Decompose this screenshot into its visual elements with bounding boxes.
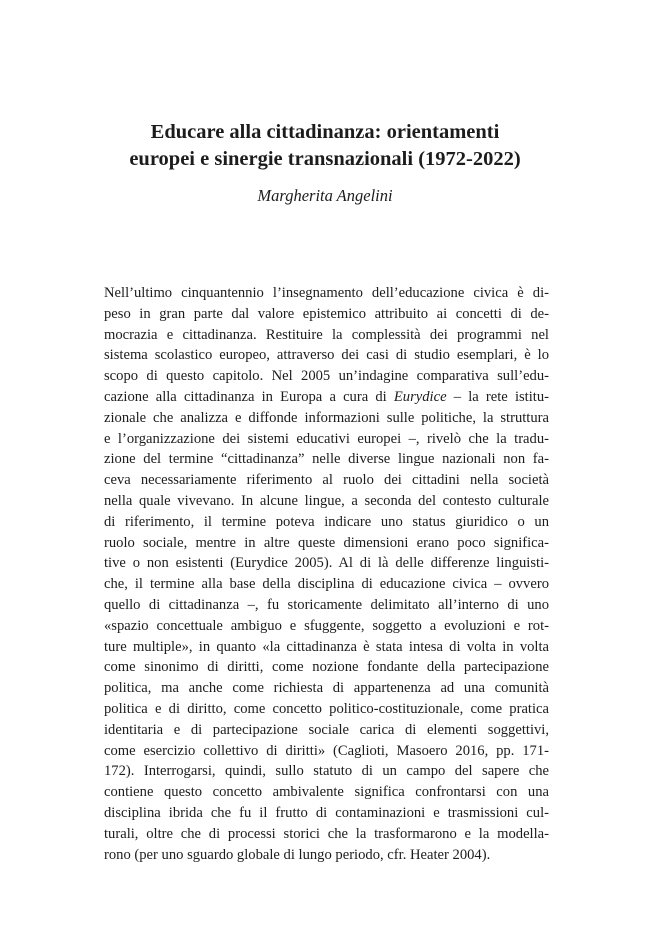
paragraph-line: mocrazia e cittadinanza. Restituire la complessità dei programmi nel: [104, 326, 549, 343]
author-name: Margherita Angelini: [257, 186, 393, 205]
paragraph-line: che, il termine alla base della disciplina di educazione civica – ovvero: [104, 576, 549, 593]
paragraph-line: turali, oltre che di processi storici che la trasformarono e la modella-: [104, 825, 549, 842]
paragraph-line: e l’organizzazione dei sistemi educativi europei –, rivelò che la tradu-: [104, 430, 549, 447]
chapter-title-line-1: Educare alla cittadinanza: orientamenti: [150, 121, 500, 143]
paragraph-line: scopo di questo capitolo. Nel 2005 un’indagine comparativa sull’edu-: [104, 368, 549, 385]
paragraph-line: zione del termine “cittadinanza” nelle diverse lingue nazionali non fa-: [104, 451, 549, 468]
paragraph-line: sistema scolastico europeo, attraverso dei casi di studio esemplari, è lo: [104, 347, 549, 364]
paragraph-line: come sinonimo di diritti, come nozione fondante della partecipazione: [104, 659, 549, 676]
eurydice-italic-term: Eurydice: [393, 388, 447, 405]
paragraph-line: ceva necessariamente riferimento al ruolo dei cittadini nella società: [104, 472, 549, 489]
paragraph-line: 172). Interrogarsi, quindi, sullo statuto di un campo del sapere che: [104, 763, 549, 780]
paragraph-line: politica e di diritto, come concetto politico-costituzionale, come pratica: [104, 700, 549, 717]
paragraph-line: tive o non esistenti (Eurydice 2005). Al di là delle differenze linguisti-: [104, 555, 549, 572]
paragraph-line: disciplina ibrida che fu il frutto di contaminazioni e trasmissioni cul-: [104, 804, 549, 821]
paragraph-line-with-italic: [104, 387, 549, 408]
paragraph-line: identitaria e di partecipazione sociale carica di elementi soggettivi,: [104, 721, 549, 738]
paragraph-line-end: – la rete istitu-: [446, 388, 549, 405]
paragraph-line: come esercizio collettivo di diritti» (Caglioti, Masoero 2016, pp. 171-: [104, 742, 549, 759]
paragraph-line-start: cazione alla cittadinanza in Europa a cura di: [104, 388, 394, 405]
paragraph-line: «spazio concettuale ambiguo e sfuggente, soggetto a evoluzioni e rot-: [104, 617, 549, 634]
paragraph-line: contiene questo concetto ambivalente significa confrontarsi con una: [104, 784, 549, 801]
paragraph-line: quello di cittadinanza –, fu storicamente delimitato all’interno di uno: [104, 596, 549, 613]
paragraph-line: ture multiple», in quanto «la cittadinanza è stata intesa di volta in volta: [104, 638, 549, 655]
paragraph-line: peso in gran parte dal valore epistemico attribuito ai concetti di de-: [104, 305, 549, 322]
paragraph-line: nella quale vivevano. In alcune lingue, a seconda del contesto culturale: [104, 492, 549, 509]
chapter-body-paragraph: [104, 283, 549, 865]
paragraph-last-line: rono (per uno sguardo globale di lungo periodo, cfr. Heater 2004).: [104, 846, 491, 863]
paragraph-line: di riferimento, il termine poteva indicare uno status giuridico o un: [104, 513, 549, 530]
paragraph-line: Nell’ultimo cinquantennio l’insegnamento dell’educazione civica è di-: [104, 285, 549, 301]
paragraph-line: ruolo sociale, mentre in altre queste dimensioni erano poco significa-: [104, 534, 549, 551]
paragraph-line: zionale che analizza e diffonde informazioni sulle politiche, la struttura: [104, 409, 549, 426]
chapter-title-line-2: europei e sinergie transnazionali (1972-2022): [129, 148, 521, 170]
paragraph-line: politica, ma anche come richiesta di appartenenza ad una comunità: [104, 680, 549, 697]
